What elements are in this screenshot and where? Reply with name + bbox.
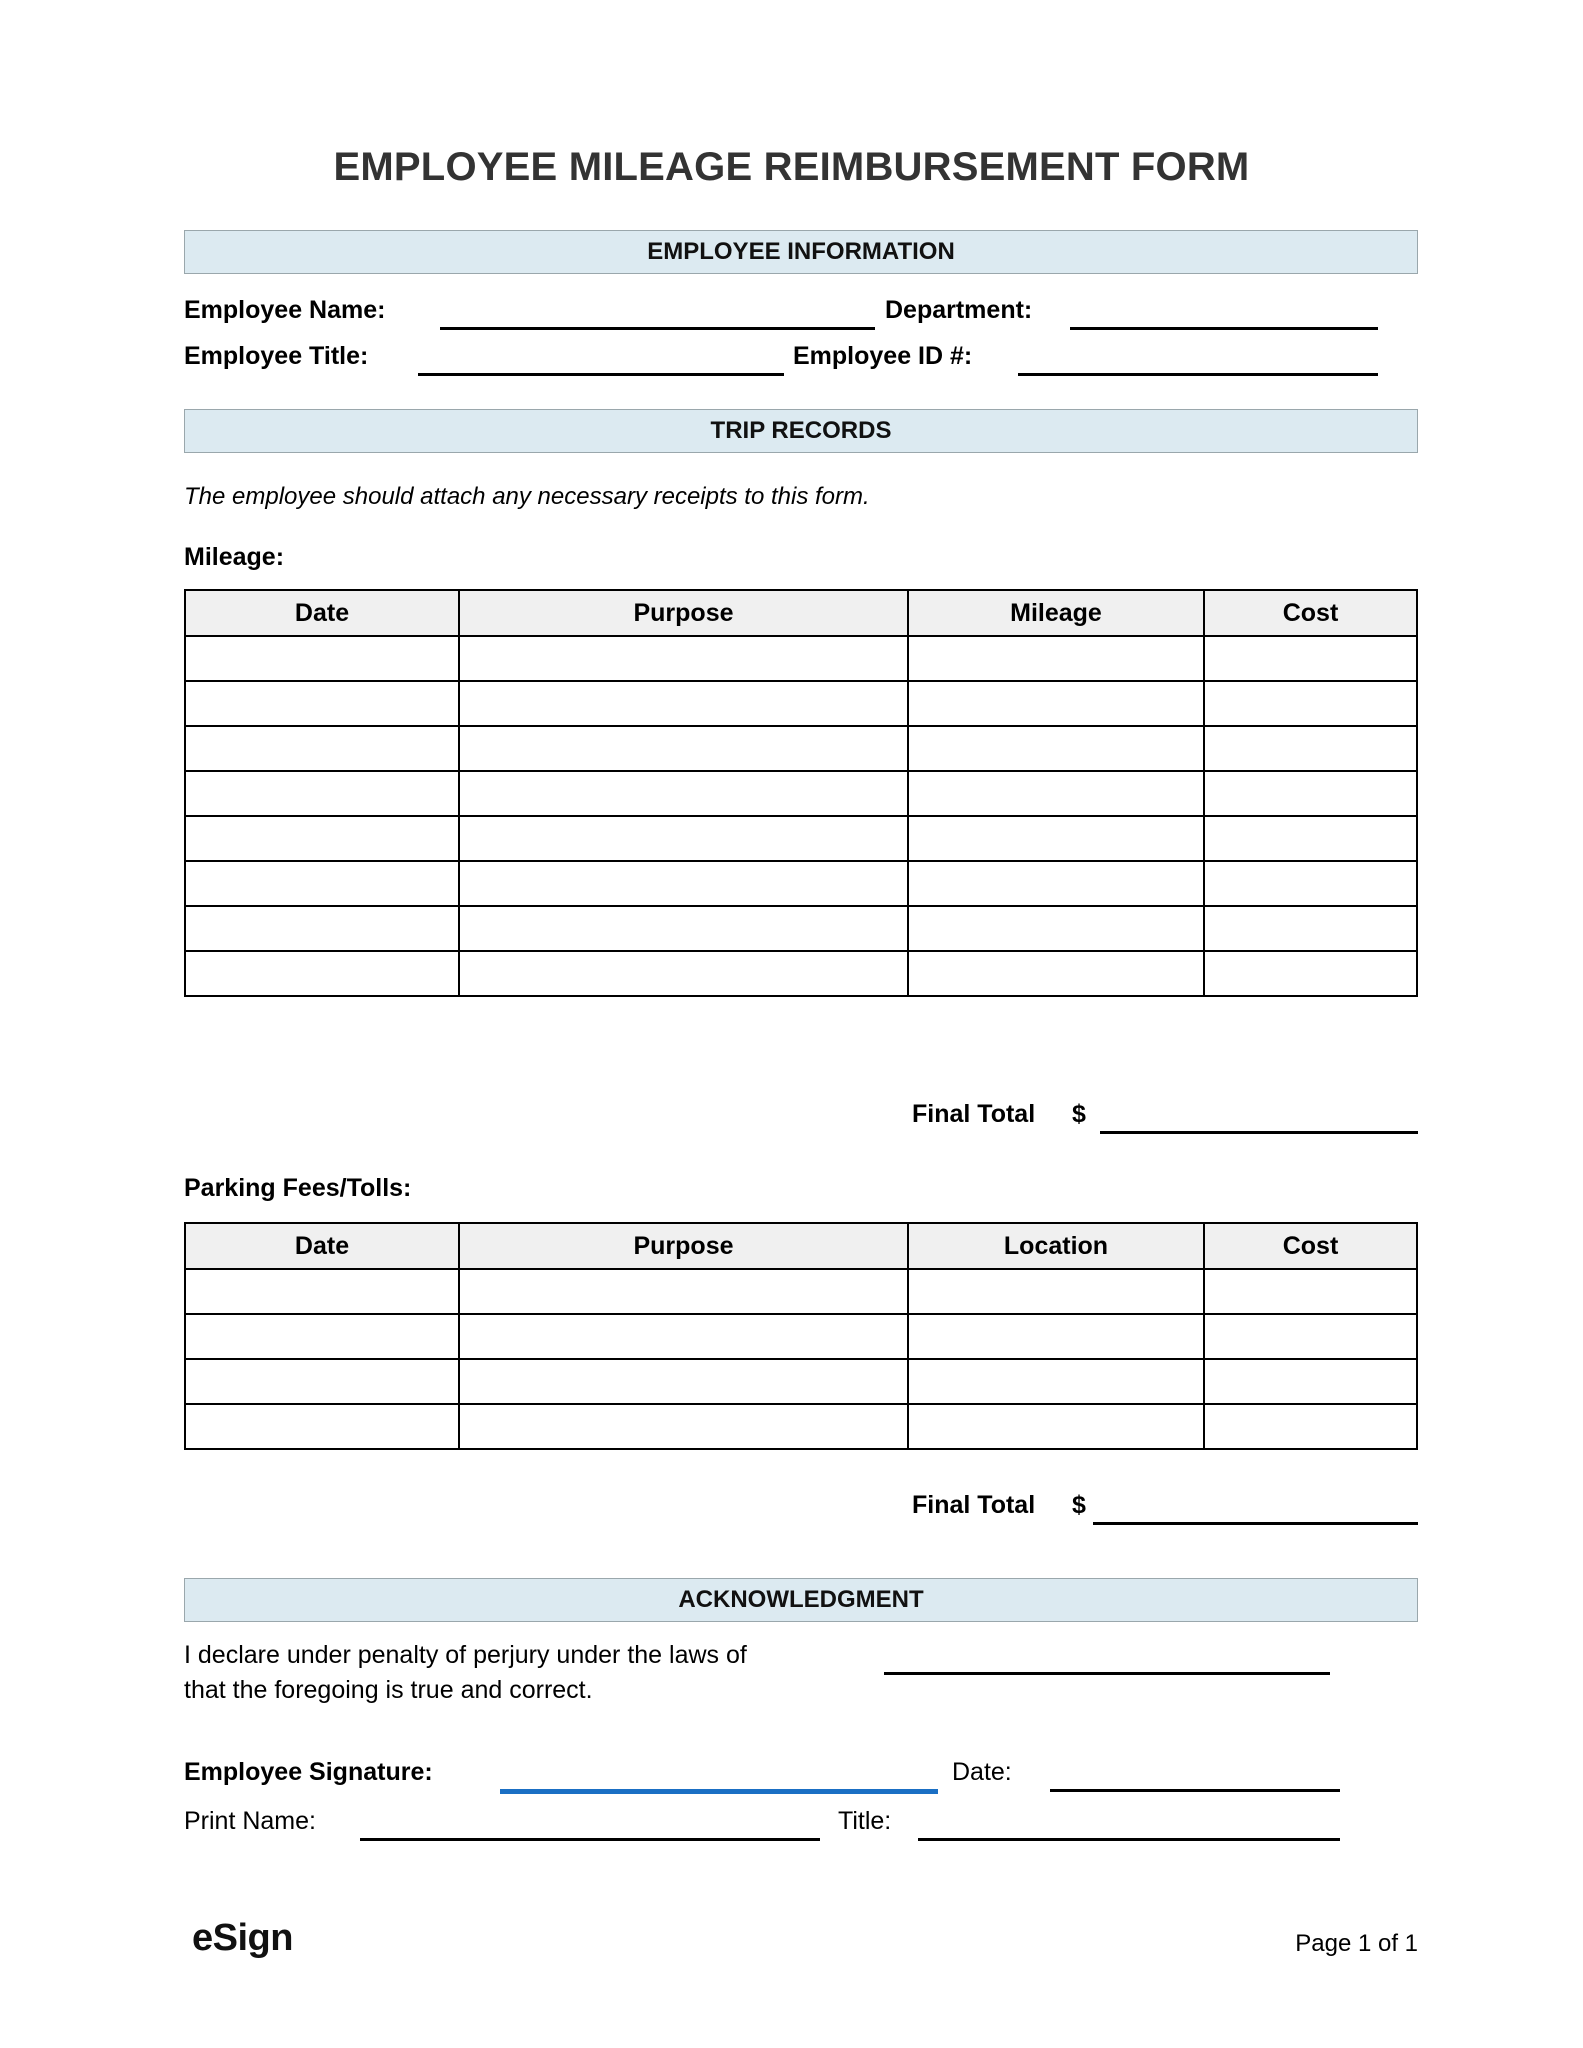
cell-date[interactable] (185, 636, 459, 681)
print-name-label: Print Name: (184, 1807, 316, 1835)
employee-name-label: Employee Name: (184, 296, 386, 324)
cell-location[interactable] (908, 1314, 1204, 1359)
table-header-row (185, 1223, 1417, 1269)
table-row (185, 906, 1417, 951)
mileage-final-total-input[interactable] (1100, 1131, 1418, 1134)
print-title-input[interactable] (918, 1838, 1340, 1841)
mileage-final-total-currency: $ (1072, 1100, 1086, 1128)
table-row (185, 951, 1417, 996)
table-row (185, 771, 1417, 816)
employee-name-input[interactable] (440, 327, 875, 330)
table-row (185, 726, 1417, 771)
cell-date[interactable] (185, 771, 459, 816)
employee-id-input[interactable] (1018, 373, 1378, 376)
declaration-line-two: that the foregoing is true and correct. (184, 1676, 593, 1704)
cell-cost[interactable] (1204, 816, 1417, 861)
cell-purpose[interactable] (459, 1314, 908, 1359)
column-header-mileage: Mileage (908, 590, 1204, 636)
department-label: Department: (885, 296, 1033, 324)
parking-final-total-label: Final Total (912, 1491, 1036, 1519)
cell-date[interactable] (185, 1314, 459, 1359)
table-row (185, 1269, 1417, 1314)
signature-date-input[interactable] (1050, 1789, 1340, 1792)
employee-signature-label: Employee Signature: (184, 1758, 433, 1786)
cell-cost[interactable] (1204, 951, 1417, 996)
mileage-table (184, 589, 1418, 997)
cell-date[interactable] (185, 951, 459, 996)
cell-mileage[interactable] (908, 861, 1204, 906)
employee-title-label: Employee Title: (184, 342, 369, 370)
cell-location[interactable] (908, 1269, 1204, 1314)
receipts-note: The employee should attach any necessary receipts to this form. (184, 483, 870, 510)
employee-signature-input[interactable] (500, 1789, 938, 1794)
print-name-input[interactable] (360, 1838, 820, 1841)
table-row (185, 816, 1417, 861)
cell-date[interactable] (185, 1269, 459, 1314)
cell-date[interactable] (185, 1359, 459, 1404)
mileage-final-total-label: Final Total (912, 1100, 1036, 1128)
cell-cost[interactable] (1204, 861, 1417, 906)
employee-id-label: Employee ID #: (793, 342, 973, 370)
print-title-label: Title: (838, 1807, 892, 1835)
table-row (185, 861, 1417, 906)
column-header-cost: Cost (1204, 1223, 1417, 1269)
cell-purpose[interactable] (459, 636, 908, 681)
cell-date[interactable] (185, 861, 459, 906)
employee-title-input[interactable] (418, 373, 784, 376)
column-header-purpose: Purpose (459, 590, 908, 636)
cell-date[interactable] (185, 681, 459, 726)
department-input[interactable] (1070, 327, 1378, 330)
table-row (185, 1359, 1417, 1404)
cell-mileage[interactable] (908, 681, 1204, 726)
declaration-state-input[interactable] (884, 1672, 1330, 1675)
parking-table-label: Parking Fees/Tolls: (184, 1174, 412, 1202)
table-row (185, 681, 1417, 726)
section-header-acknowledgment: ACKNOWLEDGMENT (184, 1578, 1418, 1622)
cell-cost[interactable] (1204, 681, 1417, 726)
cell-cost[interactable] (1204, 636, 1417, 681)
page-title: EMPLOYEE MILEAGE REIMBURSEMENT FORM (333, 145, 1250, 189)
cell-cost[interactable] (1204, 1269, 1417, 1314)
section-header-employee-information: EMPLOYEE INFORMATION (184, 230, 1418, 274)
cell-cost[interactable] (1204, 1404, 1417, 1449)
signature-date-label: Date: (952, 1758, 1012, 1786)
declaration-line-one: I declare under penalty of perjury under the laws of (184, 1641, 747, 1669)
cell-location[interactable] (908, 1404, 1204, 1449)
column-header-purpose: Purpose (459, 1223, 908, 1269)
parking-final-total-currency: $ (1072, 1491, 1086, 1519)
cell-mileage[interactable] (908, 726, 1204, 771)
column-header-location: Location (908, 1223, 1204, 1269)
cell-date[interactable] (185, 816, 459, 861)
cell-purpose[interactable] (459, 681, 908, 726)
cell-cost[interactable] (1204, 906, 1417, 951)
cell-date[interactable] (185, 1404, 459, 1449)
table-row (185, 1314, 1417, 1359)
cell-mileage[interactable] (908, 816, 1204, 861)
cell-cost[interactable] (1204, 771, 1417, 816)
cell-mileage[interactable] (908, 906, 1204, 951)
cell-mileage[interactable] (908, 636, 1204, 681)
cell-date[interactable] (185, 906, 459, 951)
cell-purpose[interactable] (459, 861, 908, 906)
esign-logo: eSign (192, 1917, 293, 1959)
column-header-date: Date (185, 590, 459, 636)
parking-fees-table (184, 1222, 1418, 1450)
cell-purpose[interactable] (459, 726, 908, 771)
section-header-trip-records: TRIP RECORDS (184, 409, 1418, 453)
cell-date[interactable] (185, 726, 459, 771)
column-header-cost: Cost (1204, 590, 1417, 636)
cell-purpose[interactable] (459, 1404, 908, 1449)
page-indicator: Page 1 of 1 (1295, 1930, 1418, 1957)
cell-purpose[interactable] (459, 816, 908, 861)
cell-mileage[interactable] (908, 771, 1204, 816)
column-header-date: Date (185, 1223, 459, 1269)
cell-cost[interactable] (1204, 726, 1417, 771)
table-header-row (185, 590, 1417, 636)
table-row (185, 1404, 1417, 1449)
cell-purpose[interactable] (459, 1269, 908, 1314)
parking-final-total-input[interactable] (1093, 1522, 1418, 1525)
cell-purpose[interactable] (459, 906, 908, 951)
table-row (185, 636, 1417, 681)
cell-purpose[interactable] (459, 771, 908, 816)
cell-cost[interactable] (1204, 1314, 1417, 1359)
cell-cost[interactable] (1204, 1359, 1417, 1404)
cell-mileage[interactable] (908, 951, 1204, 996)
cell-purpose[interactable] (459, 951, 908, 996)
cell-purpose[interactable] (459, 1359, 908, 1404)
cell-location[interactable] (908, 1359, 1204, 1404)
mileage-table-label: Mileage: (184, 543, 285, 571)
